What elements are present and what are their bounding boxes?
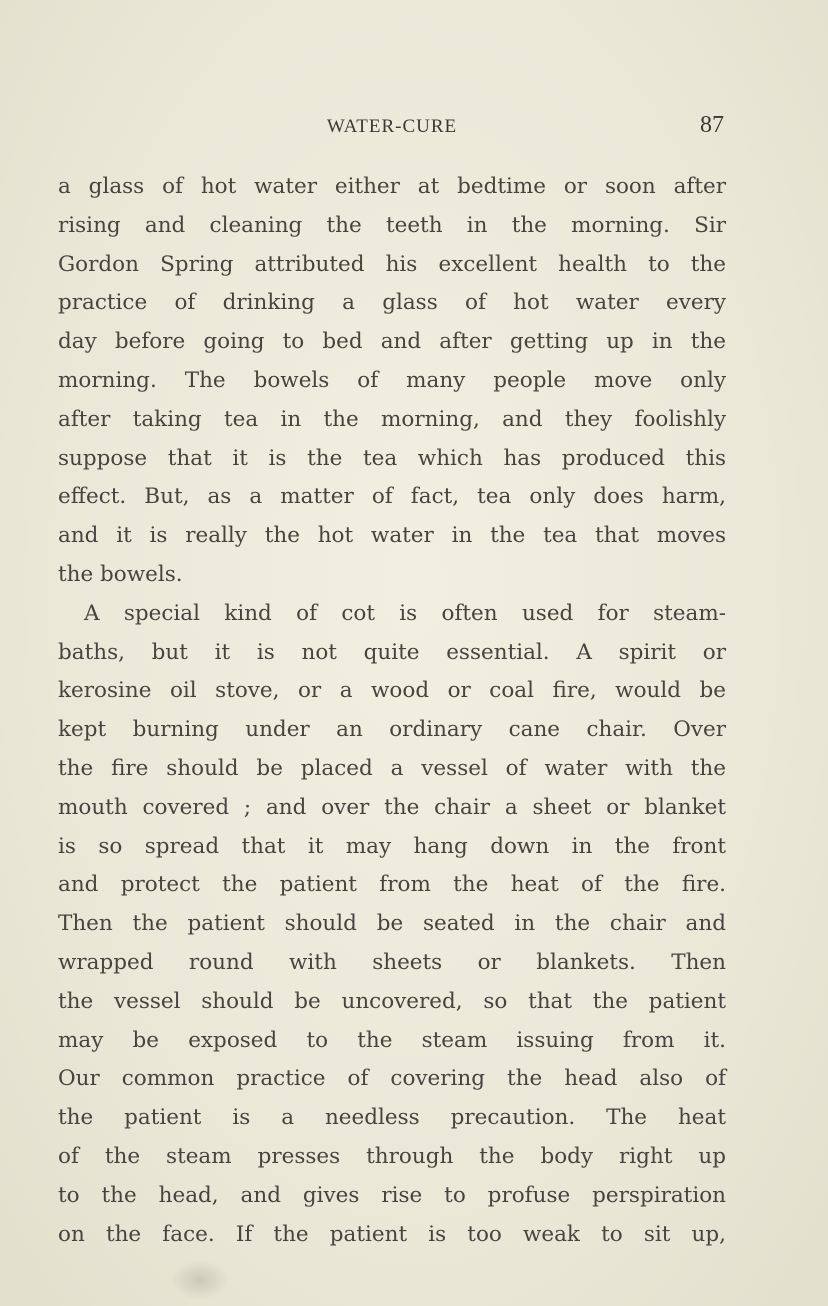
text-line: the fire should be placed a vessel of water with the <box>58 755 726 781</box>
text-line: wrapped round with sheets or blankets. Then <box>58 949 726 975</box>
text-line: to the head, and gives rise to profuse perspiration <box>58 1182 726 1208</box>
text-line: A special kind of cot is often used for steam- <box>84 600 726 626</box>
text-line: rising and cleaning the teeth in the morning. Sir <box>58 212 726 238</box>
text-line: and protect the patient from the heat of the fire. <box>58 872 726 898</box>
text-line: after taking tea in the morning, and they foolishly <box>58 406 726 432</box>
text-line: suppose that it is the tea which has produced this <box>58 445 726 471</box>
paragraph <box>58 595 726 1255</box>
paragraph <box>58 168 726 595</box>
text-line: day before going to bed and after getting up in the <box>58 329 726 355</box>
text-line: is so spread that it may hang down in the front <box>58 833 726 859</box>
text-line: morning. The bowels of many people move only <box>58 367 726 393</box>
text-line: Our common practice of covering the head also of <box>58 1066 726 1092</box>
text-line: Then the patient should be seated in the chair and <box>58 911 726 937</box>
text-line: mouth covered ; and over the chair a sheet or blanket <box>58 794 726 820</box>
text-line: effect. But, as a matter of fact, tea only does harm, <box>58 484 726 510</box>
text-line: may be exposed to the steam issuing from it. <box>58 1027 726 1053</box>
text-line: and it is really the hot water in the tea that moves <box>58 523 726 549</box>
text-line: baths, but it is not quite essential. A spirit or <box>58 639 726 665</box>
text-line: the patient is a needless precaution. The heat <box>58 1105 726 1131</box>
text-line: Gordon Spring attributed his excellent health to the <box>58 251 726 277</box>
text-line: practice of drinking a glass of hot water every <box>58 290 726 316</box>
text-line: a glass of hot water either at bedtime or soon after <box>58 174 726 199</box>
text-line: on the face. If the patient is too weak to sit up, <box>58 1221 726 1247</box>
running-title: WATER-CURE <box>326 116 458 137</box>
text-line: kerosine oil stove, or a wood or coal fire, would be <box>58 678 726 704</box>
page-header <box>58 112 726 142</box>
text-line: of the steam presses through the body right up <box>58 1143 726 1169</box>
text-line: the vessel should be uncovered, so that the patient <box>58 988 726 1014</box>
page-number: 87 <box>700 112 724 138</box>
body-text <box>58 168 726 1254</box>
print-smudge <box>170 1260 230 1300</box>
text-line: kept burning under an ordinary cane chair. Over <box>58 717 726 743</box>
text-line: the bowels. <box>58 561 183 587</box>
